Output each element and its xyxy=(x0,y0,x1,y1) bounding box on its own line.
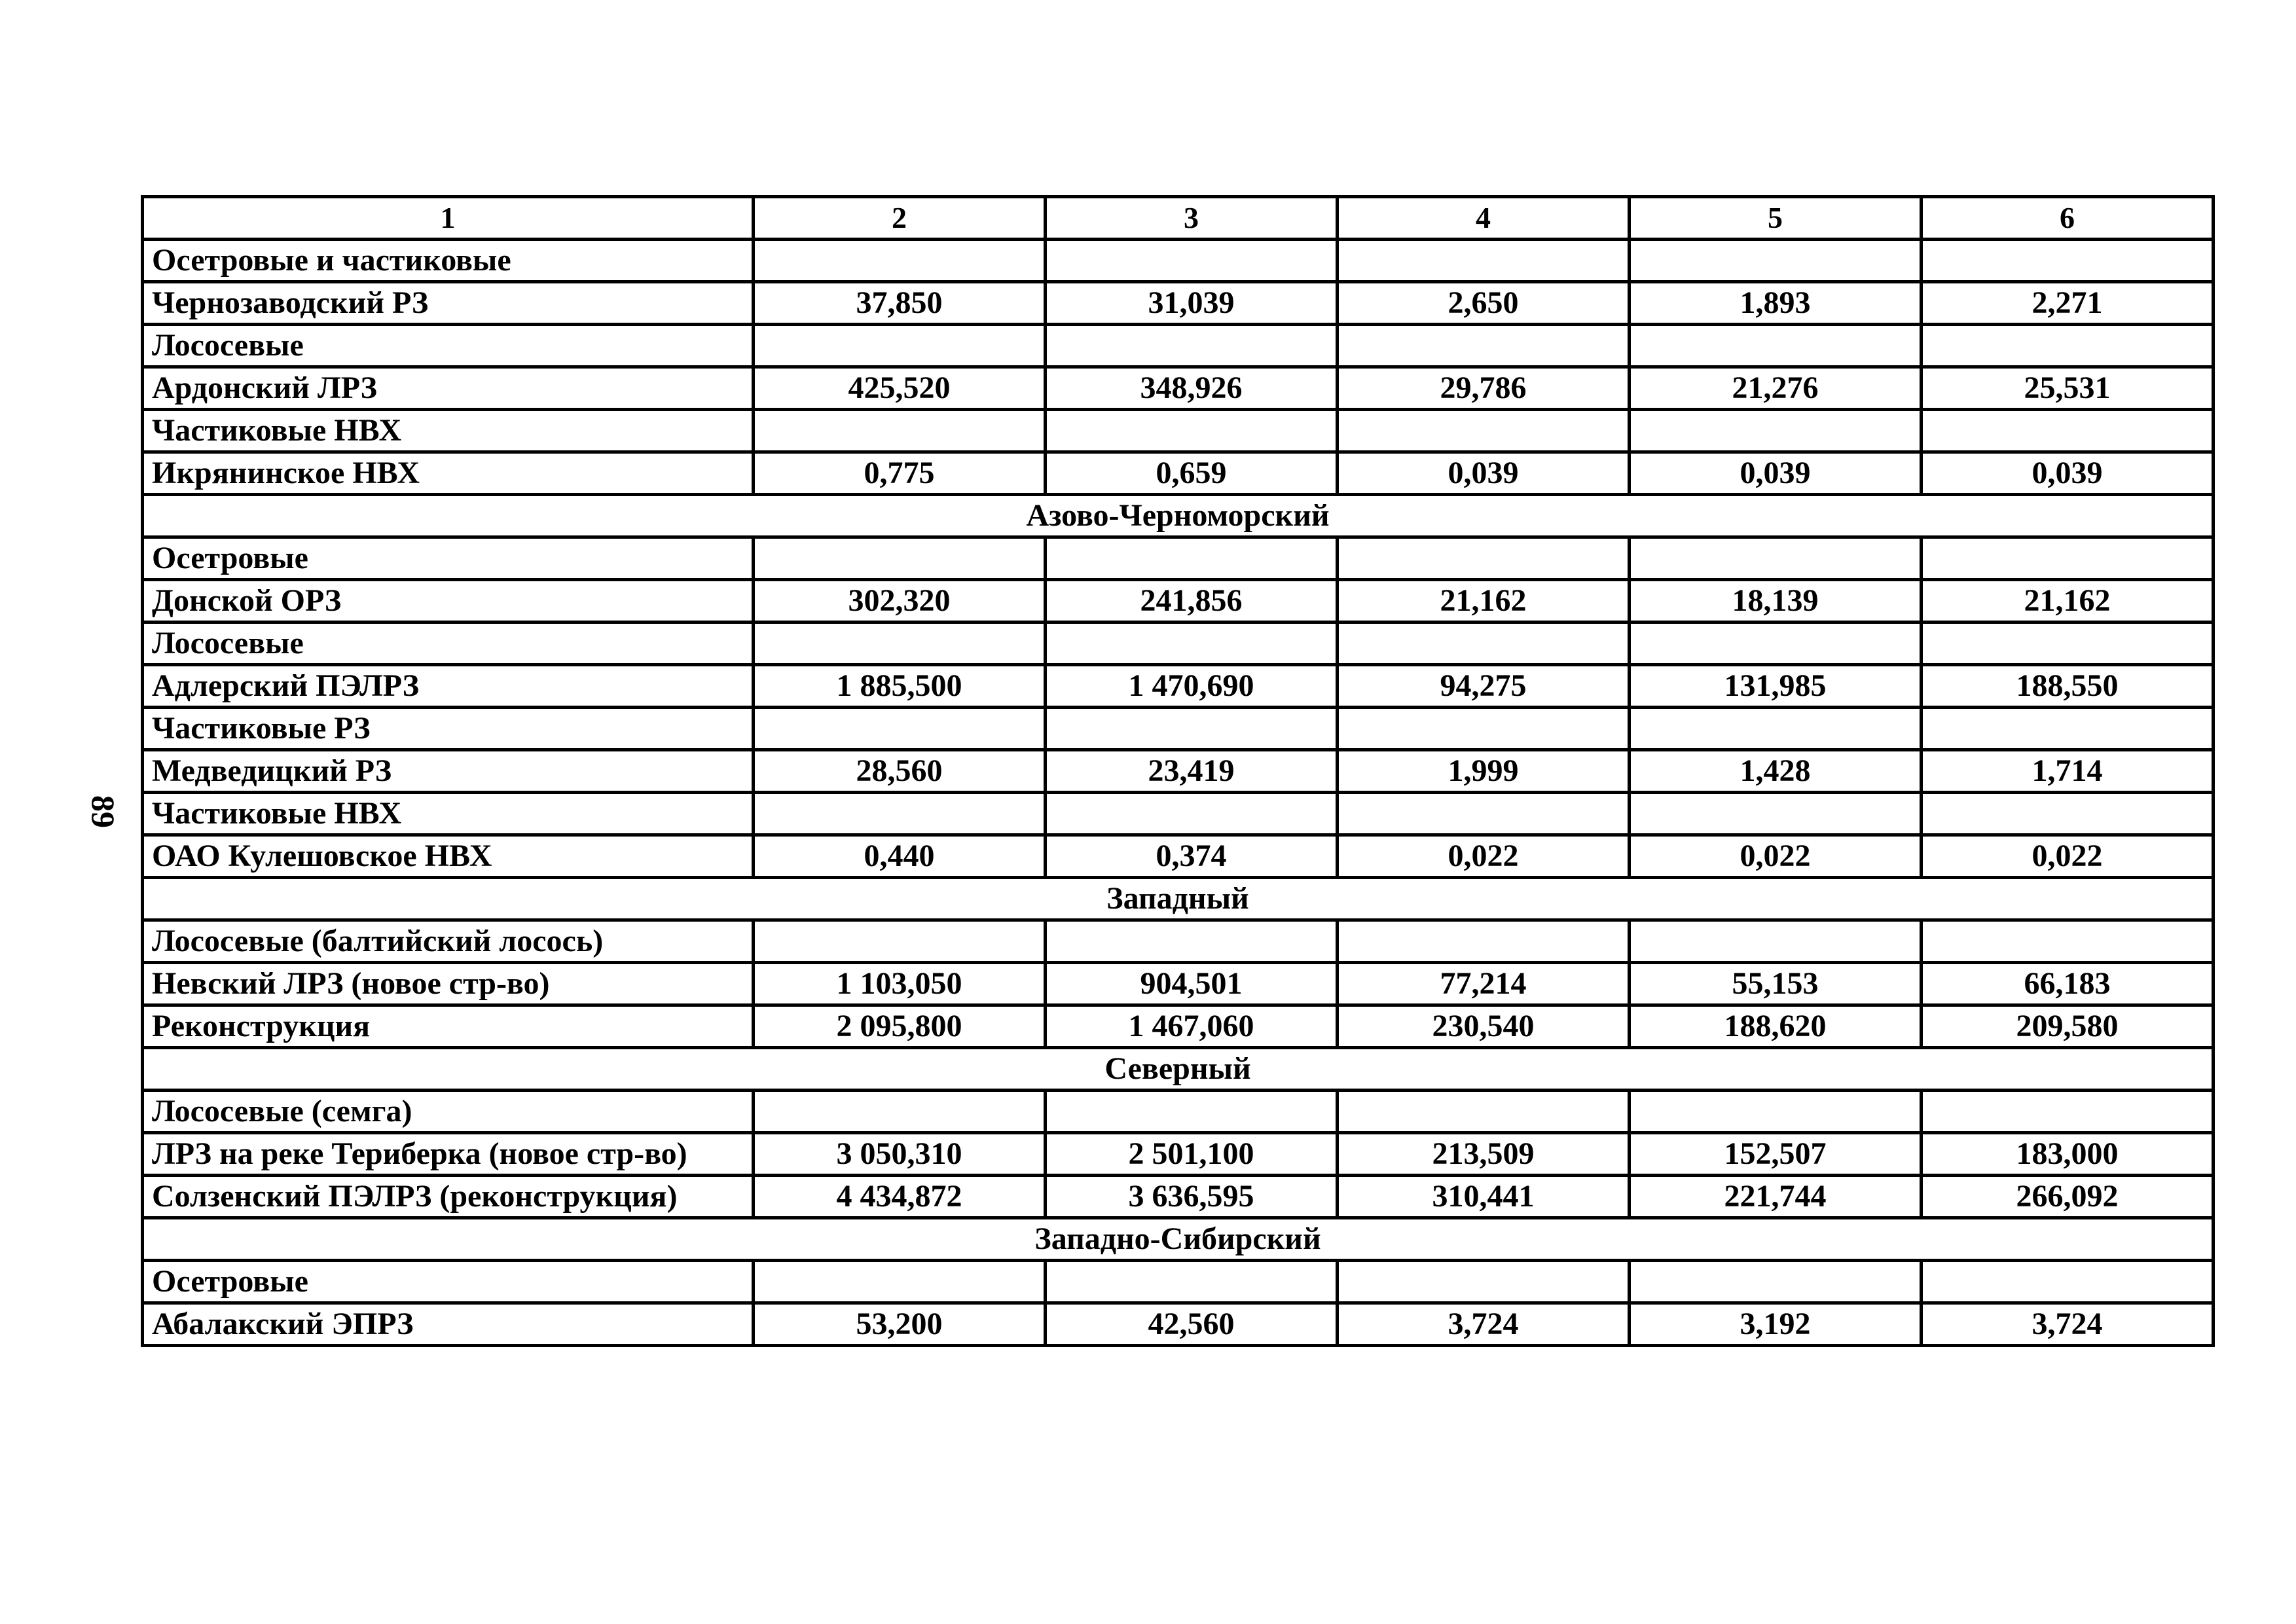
value-cell xyxy=(754,793,1046,835)
value-cell: 183,000 xyxy=(1922,1133,2214,1176)
value-cell xyxy=(1046,410,1338,452)
region-row xyxy=(143,1218,2214,1261)
value-cell: 37,850 xyxy=(754,282,1046,325)
facility-name: Невский ЛРЗ (новое стр-во) xyxy=(143,963,754,1005)
group-name: Лососевые (балтийский лосось) xyxy=(143,920,754,963)
value-cell: 94,275 xyxy=(1338,665,1630,708)
value-cell: 2,271 xyxy=(1922,282,2214,325)
value-cell: 1,428 xyxy=(1630,750,1922,793)
value-cell: 0,775 xyxy=(754,452,1046,495)
value-cell: 188,620 xyxy=(1630,1005,1922,1048)
value-cell: 241,856 xyxy=(1046,580,1338,623)
value-cell xyxy=(1922,1261,2214,1303)
value-cell: 3,192 xyxy=(1630,1303,1922,1346)
group-name: Лососевые (семга) xyxy=(143,1091,754,1133)
value-cell: 310,441 xyxy=(1338,1176,1630,1218)
value-cell xyxy=(754,410,1046,452)
value-cell xyxy=(1922,325,2214,367)
group-name: Лососевые xyxy=(143,623,754,665)
value-cell xyxy=(1046,325,1338,367)
value-cell xyxy=(1046,623,1338,665)
region-row xyxy=(143,495,2214,537)
facility-name: Донской ОРЗ xyxy=(143,580,754,623)
value-cell xyxy=(1922,410,2214,452)
table-row xyxy=(143,1176,2214,1218)
value-cell xyxy=(754,920,1046,963)
value-cell xyxy=(1922,920,2214,963)
value-cell xyxy=(754,240,1046,282)
value-cell xyxy=(1630,1261,1922,1303)
value-cell: 21,276 xyxy=(1630,367,1922,410)
value-cell: 904,501 xyxy=(1046,963,1338,1005)
facility-name: Икрянинское НВХ xyxy=(143,452,754,495)
value-cell xyxy=(754,325,1046,367)
facility-name: Чернозаводский РЗ xyxy=(143,282,754,325)
page-number: 89 xyxy=(85,795,122,828)
value-cell xyxy=(1338,240,1630,282)
value-cell: 209,580 xyxy=(1922,1005,2214,1048)
value-cell: 188,550 xyxy=(1922,665,2214,708)
facility-name: Медведицкий РЗ xyxy=(143,750,754,793)
value-cell: 0,440 xyxy=(754,835,1046,878)
facility-name: Адлерский ПЭЛРЗ xyxy=(143,665,754,708)
value-cell: 1 885,500 xyxy=(754,665,1046,708)
value-cell xyxy=(1338,623,1630,665)
value-cell xyxy=(1046,920,1338,963)
value-cell: 152,507 xyxy=(1630,1133,1922,1176)
value-cell xyxy=(1630,708,1922,750)
group-row xyxy=(143,1261,2214,1303)
group-row xyxy=(143,537,2214,580)
table-row xyxy=(143,367,2214,410)
value-cell xyxy=(754,623,1046,665)
table-row xyxy=(143,835,2214,878)
header-row xyxy=(143,197,2214,240)
value-cell xyxy=(1046,1091,1338,1133)
value-cell xyxy=(1046,240,1338,282)
value-cell xyxy=(1046,1261,1338,1303)
table-row xyxy=(143,963,2214,1005)
value-cell: 1 103,050 xyxy=(754,963,1046,1005)
group-row xyxy=(143,1091,2214,1133)
value-cell xyxy=(1338,920,1630,963)
value-cell xyxy=(1922,1091,2214,1133)
table-row xyxy=(143,1303,2214,1346)
table-row xyxy=(143,1133,2214,1176)
value-cell xyxy=(1630,240,1922,282)
value-cell: 29,786 xyxy=(1338,367,1630,410)
value-cell: 2 501,100 xyxy=(1046,1133,1338,1176)
facility-name: Ардонский ЛРЗ xyxy=(143,367,754,410)
value-cell xyxy=(754,1261,1046,1303)
facility-name: Реконструкция xyxy=(143,1005,754,1048)
group-row xyxy=(143,708,2214,750)
group-name: Частиковые НВХ xyxy=(143,793,754,835)
value-cell xyxy=(1922,537,2214,580)
value-cell: 66,183 xyxy=(1922,963,2214,1005)
value-cell xyxy=(1338,325,1630,367)
group-name: Лососевые xyxy=(143,325,754,367)
value-cell: 31,039 xyxy=(1046,282,1338,325)
header-cell: 3 xyxy=(1046,197,1338,240)
facility-name: ЛРЗ на реке Териберка (новое стр-во) xyxy=(143,1133,754,1176)
value-cell xyxy=(1922,708,2214,750)
table-row xyxy=(143,665,2214,708)
value-cell xyxy=(1046,793,1338,835)
value-cell: 2,650 xyxy=(1338,282,1630,325)
value-cell xyxy=(1338,1091,1630,1133)
header-cell: 1 xyxy=(143,197,754,240)
value-cell: 1 470,690 xyxy=(1046,665,1338,708)
region-row xyxy=(143,1048,2214,1091)
group-row xyxy=(143,623,2214,665)
region-row xyxy=(143,878,2214,920)
facility-name: ОАО Кулешовское НВХ xyxy=(143,835,754,878)
value-cell: 2 095,800 xyxy=(754,1005,1046,1048)
value-cell: 266,092 xyxy=(1922,1176,2214,1218)
value-cell: 221,744 xyxy=(1630,1176,1922,1218)
header-cell: 5 xyxy=(1630,197,1922,240)
group-row xyxy=(143,793,2214,835)
value-cell: 4 434,872 xyxy=(754,1176,1046,1218)
value-cell xyxy=(1630,537,1922,580)
header-cell: 2 xyxy=(754,197,1046,240)
value-cell: 0,022 xyxy=(1630,835,1922,878)
value-cell: 18,139 xyxy=(1630,580,1922,623)
group-name: Частиковые РЗ xyxy=(143,708,754,750)
value-cell: 0,659 xyxy=(1046,452,1338,495)
value-cell: 53,200 xyxy=(754,1303,1046,1346)
value-cell xyxy=(1630,623,1922,665)
region-title: Западный xyxy=(143,878,2214,920)
header-cell: 6 xyxy=(1922,197,2214,240)
value-cell: 3 050,310 xyxy=(754,1133,1046,1176)
value-cell: 348,926 xyxy=(1046,367,1338,410)
value-cell xyxy=(1046,537,1338,580)
value-cell: 42,560 xyxy=(1046,1303,1338,1346)
group-name: Осетровые и частиковые xyxy=(143,240,754,282)
group-name: Осетровые xyxy=(143,1261,754,1303)
value-cell: 213,509 xyxy=(1338,1133,1630,1176)
region-title: Северный xyxy=(143,1048,2214,1091)
value-cell xyxy=(1630,410,1922,452)
value-cell xyxy=(754,1091,1046,1133)
group-row xyxy=(143,920,2214,963)
value-cell: 25,531 xyxy=(1922,367,2214,410)
value-cell xyxy=(1338,708,1630,750)
value-cell: 131,985 xyxy=(1630,665,1922,708)
value-cell: 230,540 xyxy=(1338,1005,1630,1048)
value-cell: 0,022 xyxy=(1922,835,2214,878)
value-cell: 3,724 xyxy=(1338,1303,1630,1346)
table-body xyxy=(143,197,2214,1346)
value-cell xyxy=(1630,920,1922,963)
value-cell: 55,153 xyxy=(1630,963,1922,1005)
value-cell: 302,320 xyxy=(754,580,1046,623)
value-cell: 425,520 xyxy=(754,367,1046,410)
region-title: Азово-Черноморский xyxy=(143,495,2214,537)
data-table xyxy=(141,195,2215,1347)
value-cell xyxy=(1046,708,1338,750)
value-cell: 1,714 xyxy=(1922,750,2214,793)
value-cell: 21,162 xyxy=(1922,580,2214,623)
value-cell xyxy=(1630,325,1922,367)
value-cell: 21,162 xyxy=(1338,580,1630,623)
group-row xyxy=(143,325,2214,367)
group-row xyxy=(143,410,2214,452)
table-row xyxy=(143,452,2214,495)
value-cell: 0,039 xyxy=(1922,452,2214,495)
facility-name: Солзенский ПЭЛРЗ (реконструкция) xyxy=(143,1176,754,1218)
group-name: Частиковые НВХ xyxy=(143,410,754,452)
table-row xyxy=(143,750,2214,793)
value-cell: 0,022 xyxy=(1338,835,1630,878)
table-row xyxy=(143,1005,2214,1048)
value-cell xyxy=(1338,410,1630,452)
value-cell: 23,419 xyxy=(1046,750,1338,793)
value-cell: 0,039 xyxy=(1338,452,1630,495)
value-cell: 1,893 xyxy=(1630,282,1922,325)
value-cell xyxy=(1630,1091,1922,1133)
value-cell: 3 636,595 xyxy=(1046,1176,1338,1218)
value-cell xyxy=(754,537,1046,580)
value-cell xyxy=(1922,623,2214,665)
group-name: Осетровые xyxy=(143,537,754,580)
value-cell: 77,214 xyxy=(1338,963,1630,1005)
value-cell: 1,999 xyxy=(1338,750,1630,793)
region-title: Западно-Сибирский xyxy=(143,1218,2214,1261)
value-cell: 0,374 xyxy=(1046,835,1338,878)
value-cell xyxy=(1630,793,1922,835)
value-cell: 1 467,060 xyxy=(1046,1005,1338,1048)
value-cell xyxy=(1338,1261,1630,1303)
header-cell: 4 xyxy=(1338,197,1630,240)
value-cell xyxy=(1338,793,1630,835)
facility-name: Абалакский ЭПРЗ xyxy=(143,1303,754,1346)
value-cell: 3,724 xyxy=(1922,1303,2214,1346)
value-cell: 28,560 xyxy=(754,750,1046,793)
table-row xyxy=(143,580,2214,623)
value-cell xyxy=(1338,537,1630,580)
value-cell xyxy=(754,708,1046,750)
value-cell xyxy=(1922,240,2214,282)
value-cell xyxy=(1922,793,2214,835)
value-cell: 0,039 xyxy=(1630,452,1922,495)
table-row xyxy=(143,282,2214,325)
group-row xyxy=(143,240,2214,282)
